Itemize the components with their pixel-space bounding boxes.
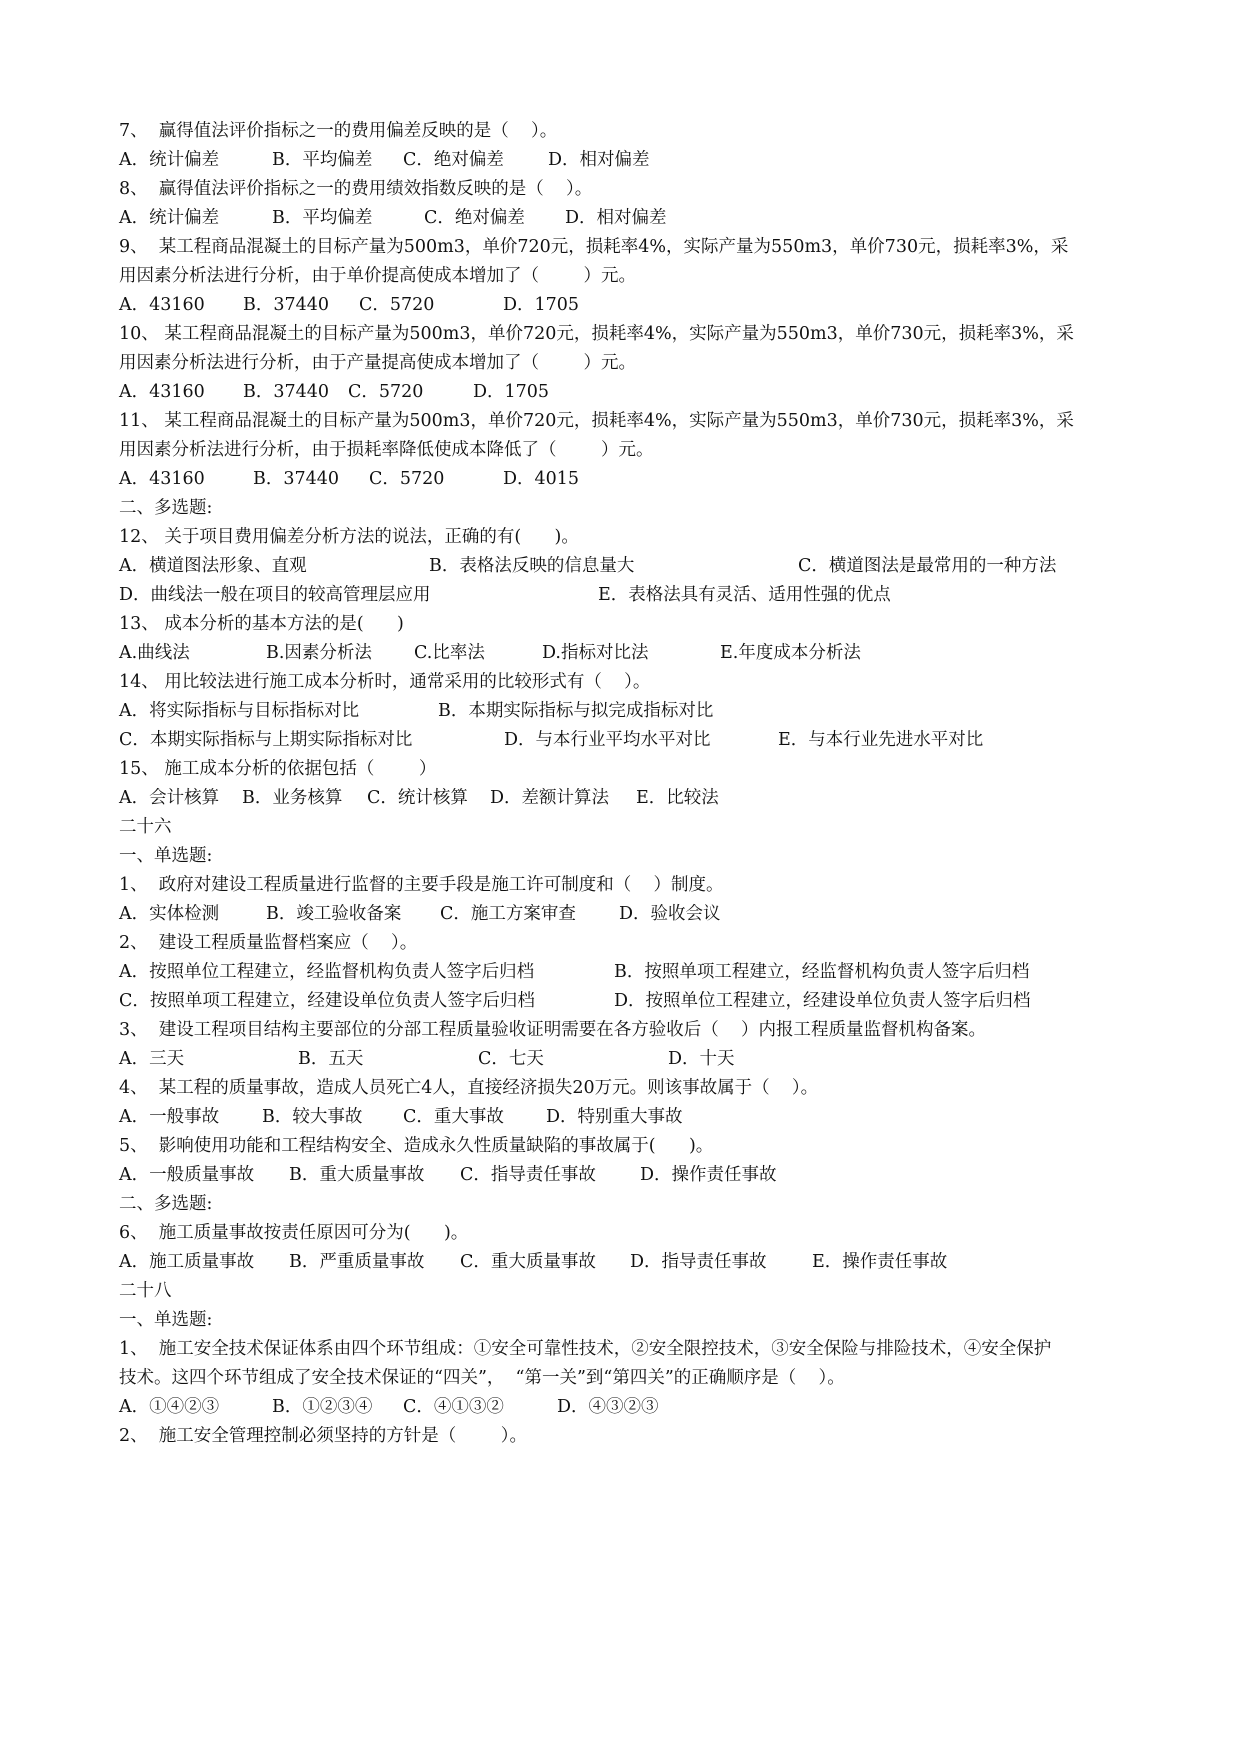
option: B．严重质量事故: [289, 1252, 425, 1272]
section-heading: 二、多选题:: [119, 1194, 213, 1214]
option: C．5720: [359, 295, 435, 315]
option: B．37440: [243, 295, 330, 315]
section-heading: 二、多选题:: [119, 498, 213, 518]
option: B．按照单项工程建立，经监督机构负责人签字后归档: [614, 962, 1030, 982]
question-line: 用因素分析法进行分析，由于损耗率降低使成本降低了（ ）元。: [119, 440, 654, 460]
option: A．统计偏差: [119, 208, 220, 228]
option: A．43160: [119, 382, 205, 402]
option: A．横道图法形象、直观: [119, 556, 307, 576]
option: B．①②③④: [272, 1397, 373, 1417]
option: E．表格法具有灵活、适用性强的优点: [598, 585, 891, 605]
option: D．验收会议: [619, 904, 721, 924]
question-line: 4、 某工程的质量事故，造成人员死亡4人，直接经济损失20万元。则该事故属于（ ）。: [119, 1078, 819, 1098]
option: D．④③②③: [557, 1397, 659, 1417]
question-line: 用因素分析法进行分析，由于产量提高使成本增加了（ ）元。: [119, 353, 636, 373]
option: A．施工质量事故: [119, 1252, 255, 1272]
question-line: 6、 施工质量事故按责任原因可分为( )。: [119, 1223, 469, 1243]
question-line: 11、 某工程商品混凝土的目标产量为500m3，单价720元，损耗率4%，实际产量为550m3，单价730元，损耗率3%，采: [119, 411, 1074, 431]
question-line: 3、 建设工程项目结构主要部位的分部工程质量验收证明需要在各方验收后（ ）内报工程质量监督机构备案。: [119, 1020, 987, 1040]
option: C．重大事故: [403, 1107, 504, 1127]
question-line: 技术。这四个环节组成了安全技术保证的“四关”， “第一关”到“第四关”的正确顺序是（ ）。: [119, 1368, 845, 1388]
question-line: 5、 影响使用功能和工程结构安全、造成永久性质量缺陷的事故属于( )。: [119, 1136, 714, 1156]
option: A．①④②③: [119, 1397, 220, 1417]
option: B．较大事故: [262, 1107, 363, 1127]
option: A．会计核算: [119, 788, 220, 808]
option: C.比率法: [414, 643, 485, 663]
option: B．平均偏差: [272, 150, 373, 170]
option: A．统计偏差: [119, 150, 220, 170]
option: D．差额计算法: [490, 788, 610, 808]
option: D．十天: [668, 1049, 735, 1069]
option: E．操作责任事故: [812, 1252, 948, 1272]
question-line: 2、 建设工程质量监督档案应（ ）。: [119, 933, 418, 953]
option: B．平均偏差: [272, 208, 373, 228]
option: A．一般事故: [119, 1107, 220, 1127]
option: A．43160: [119, 295, 205, 315]
option: C．绝对偏差: [403, 150, 504, 170]
option: B．重大质量事故: [289, 1165, 425, 1185]
option: C．施工方案审查: [440, 904, 576, 924]
option: E．比较法: [636, 788, 719, 808]
section-heading: 一、单选题:: [119, 1310, 213, 1330]
chapter-heading: 二十六: [119, 817, 172, 837]
option: C．按照单项工程建立，经建设单位负责人签字后归档: [119, 991, 535, 1011]
option: C．横道图法是最常用的一种方法: [798, 556, 1057, 576]
option: D．1705: [503, 295, 580, 315]
option: D．指导责任事故: [630, 1252, 767, 1272]
option: D.指标对比法: [542, 643, 649, 663]
question-line: 15、 施工成本分析的依据包括（ ）: [119, 759, 437, 779]
option: C．绝对偏差: [424, 208, 525, 228]
option: E.年度成本分析法: [720, 643, 861, 663]
option: B．业务核算: [242, 788, 343, 808]
option: C．统计核算: [367, 788, 468, 808]
option: A．一般质量事故: [119, 1165, 255, 1185]
question-line: 8、 赢得值法评价指标之一的费用绩效指数反映的是（ ）。: [119, 179, 593, 199]
chapter-heading: 二十八: [119, 1281, 172, 1301]
question-line: 1、 施工安全技术保证体系由四个环节组成：①安全可靠性技术，②安全限控技术，③安全保险与排险技术，④安全保护: [119, 1339, 1052, 1359]
option: D．1705: [473, 382, 550, 402]
option: D．操作责任事故: [640, 1165, 777, 1185]
option: A．将实际指标与目标指标对比: [119, 701, 360, 721]
option: D．与本行业平均水平对比: [504, 730, 711, 750]
question-line: 1、 政府对建设工程质量进行监督的主要手段是施工许可制度和（ ）制度。: [119, 875, 724, 895]
option: D．相对偏差: [565, 208, 667, 228]
option: A．三天: [119, 1049, 185, 1069]
option: C．指导责任事故: [460, 1165, 596, 1185]
option: A．实体检测: [119, 904, 220, 924]
question-line: 14、 用比较法进行施工成本分析时，通常采用的比较形式有（ ）。: [119, 672, 651, 692]
option: B．竣工验收备案: [266, 904, 402, 924]
question-line: 7、 赢得值法评价指标之一的费用偏差反映的是（ ）。: [119, 121, 558, 141]
option: B．本期实际指标与拟完成指标对比: [438, 701, 714, 721]
question-line: 13、 成本分析的基本方法的是( ): [119, 614, 404, 634]
option: B．五天: [298, 1049, 364, 1069]
option: B．37440: [253, 469, 340, 489]
option: C．重大质量事故: [460, 1252, 596, 1272]
option: A.曲线法: [119, 643, 190, 663]
option: A．按照单位工程建立，经监督机构负责人签字后归档: [119, 962, 535, 982]
option: B．表格法反映的信息量大: [429, 556, 635, 576]
option: B．37440: [243, 382, 330, 402]
option: C．5720: [369, 469, 445, 489]
option: C．④①③②: [403, 1397, 504, 1417]
option: C．5720: [348, 382, 424, 402]
question-line: 2、 施工安全管理控制必须坚持的方针是（ ）。: [119, 1426, 528, 1446]
option: B.因素分析法: [266, 643, 372, 663]
question-line: 12、 关于项目费用偏差分析方法的说法，正确的有( )。: [119, 527, 579, 547]
question-line: 9、 某工程商品混凝土的目标产量为500m3，单价720元，损耗率4%，实际产量为550m3，单价730元，损耗率3%，采: [119, 237, 1069, 257]
option: D．4015: [503, 469, 580, 489]
option: C．七天: [478, 1049, 544, 1069]
option: D．相对偏差: [548, 150, 650, 170]
option: E．与本行业先进水平对比: [778, 730, 984, 750]
option: C．本期实际指标与上期实际指标对比: [119, 730, 413, 750]
section-heading: 一、单选题:: [119, 846, 213, 866]
question-line: 10、 某工程商品混凝土的目标产量为500m3，单价720元，损耗率4%，实际产量为550m3，单价730元，损耗率3%，采: [119, 324, 1074, 344]
question-line: 用因素分析法进行分析，由于单价提高使成本增加了（ ）元。: [119, 266, 636, 286]
option: D．特别重大事故: [546, 1107, 683, 1127]
option: A．43160: [119, 469, 205, 489]
option: D．曲线法一般在项目的较高管理层应用: [119, 585, 431, 605]
option: D．按照单位工程建立，经建设单位负责人签字后归档: [614, 991, 1031, 1011]
